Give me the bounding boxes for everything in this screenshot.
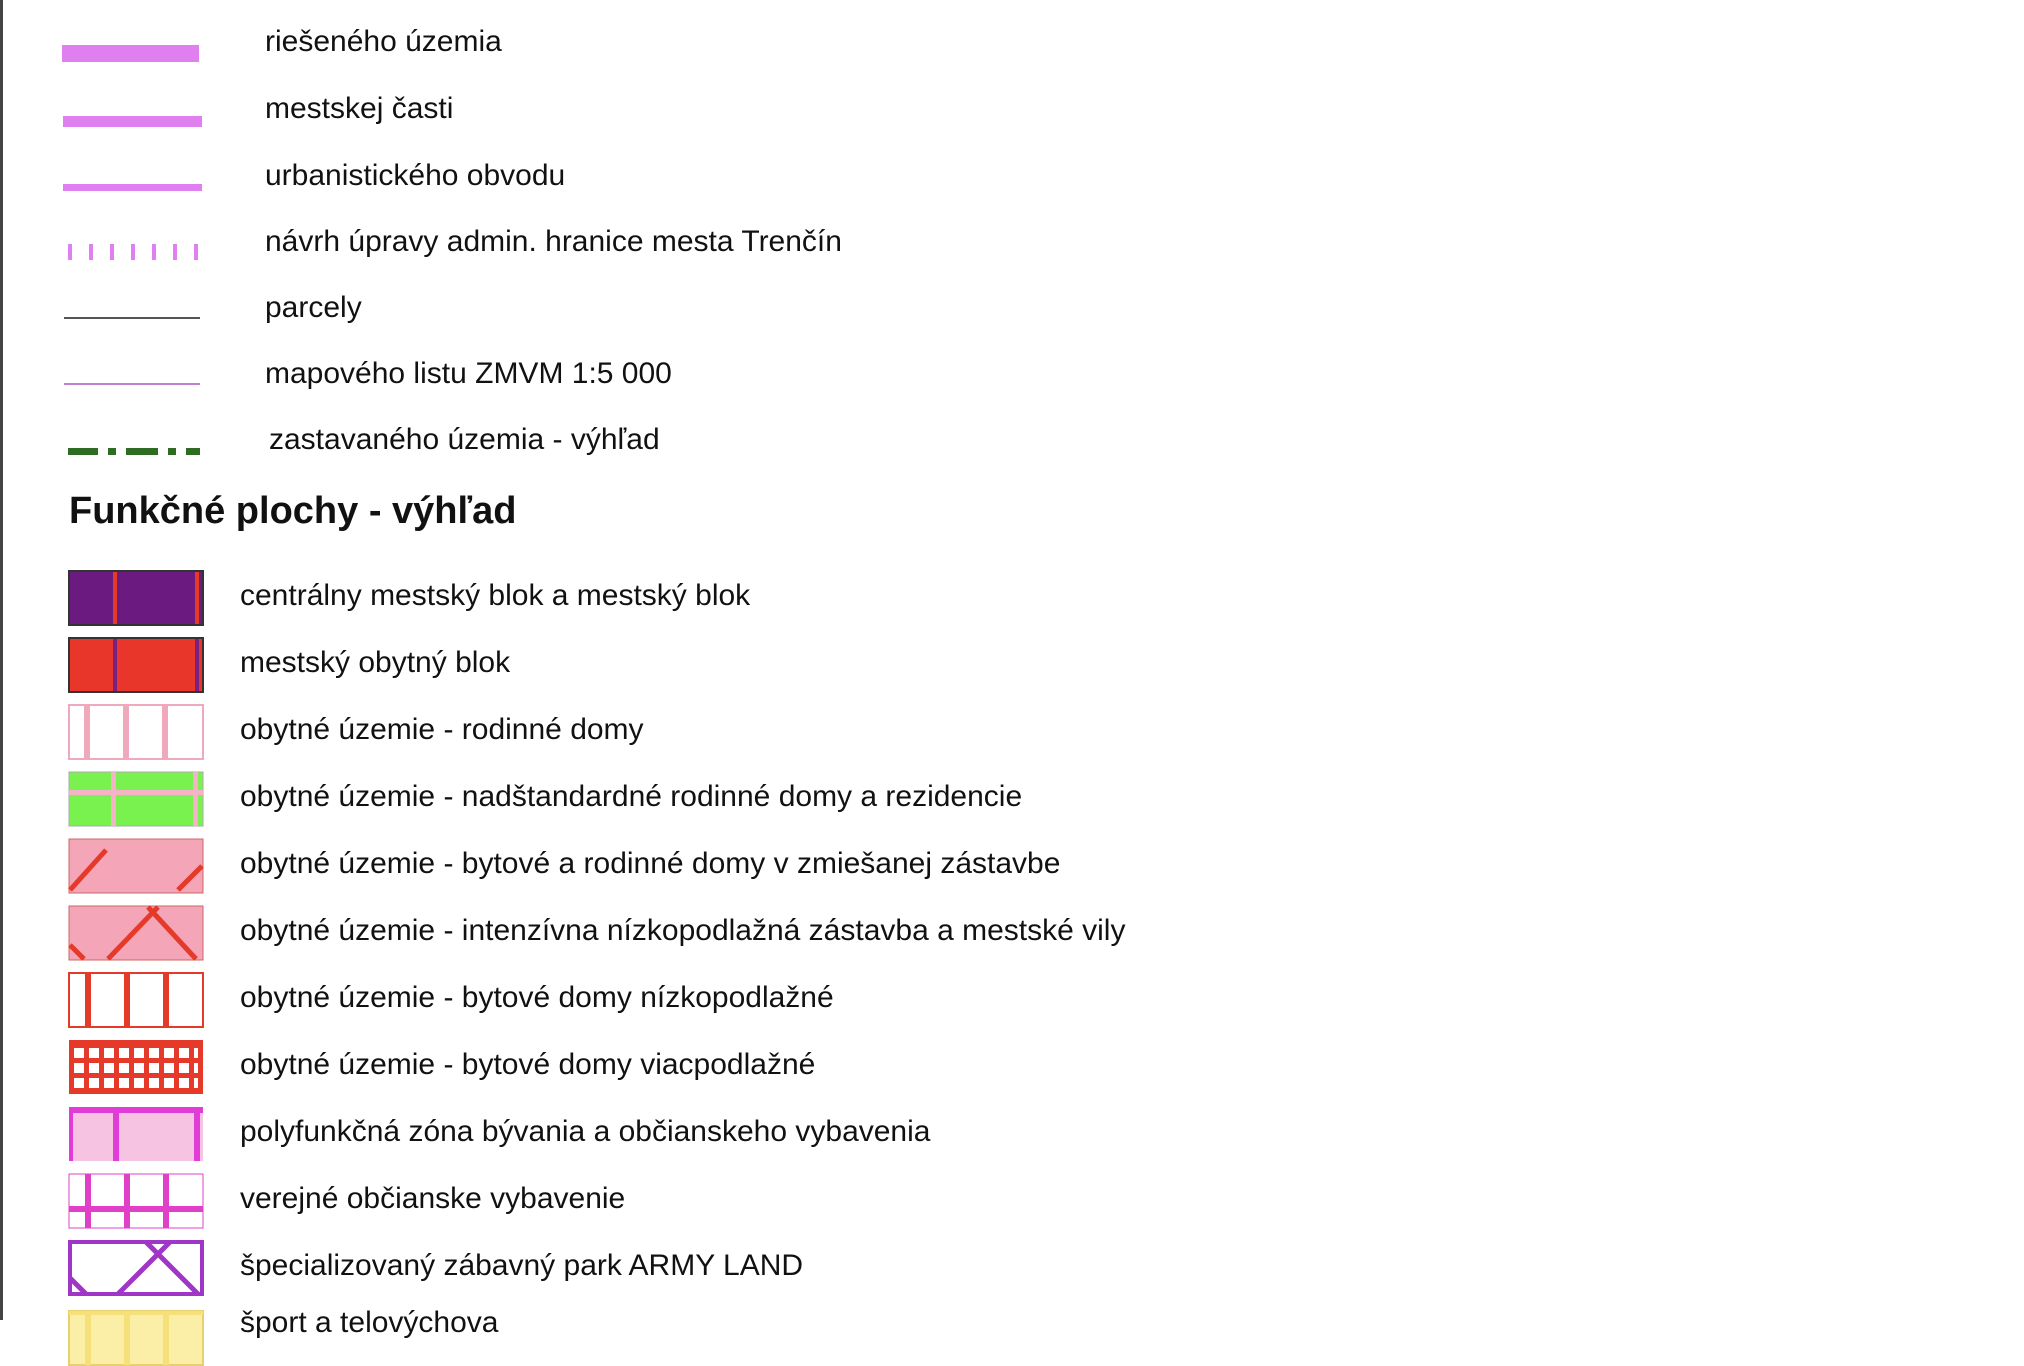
rodinne-domy-swatch bbox=[68, 704, 204, 760]
viacpodlazne-swatch bbox=[68, 1039, 204, 1095]
legend-label: mestskej časti bbox=[265, 92, 454, 125]
section-heading: Funkčné plochy - výhľad bbox=[69, 490, 517, 532]
legend-row-mapovy-list bbox=[0, 354, 2000, 414]
legend-row-viacpodlazne bbox=[0, 1035, 2000, 1095]
legend-label: obytné územie - bytové a rodinné domy v zmiešanej zástavbe bbox=[240, 847, 1061, 880]
legend-row-sport bbox=[0, 1302, 2000, 1339]
thick-line-symbol bbox=[62, 32, 202, 72]
legend-row-nadstandardne bbox=[0, 767, 2000, 827]
legend-label: obytné územie - intenzívna nízkopodlažná zástavba a mestské vily bbox=[240, 914, 1126, 947]
legend-label: šport a telovýchova bbox=[240, 1306, 499, 1339]
legend-label: urbanistického obvodu bbox=[265, 159, 566, 192]
centralny-blok-swatch bbox=[68, 570, 204, 626]
legend-label: centrálny mestský blok a mestský blok bbox=[240, 579, 751, 612]
legend-row-mestsky-obytny-blok bbox=[0, 633, 2000, 693]
legend-row-riesene bbox=[0, 22, 2000, 82]
army-land-swatch bbox=[68, 1240, 204, 1296]
verejne-swatch bbox=[68, 1173, 204, 1229]
legend-row-bytove-rodinne bbox=[0, 834, 2000, 894]
nadstandardne-swatch bbox=[68, 771, 204, 827]
legend-label: obytné územie - bytové domy nízkopodlažné bbox=[240, 981, 834, 1014]
dash-dot-line-symbol bbox=[62, 430, 202, 470]
legend-label: riešeného územia bbox=[265, 25, 502, 58]
legend-row-urbanisticky-obvod bbox=[0, 156, 2000, 216]
legend-row-polyfunkcna bbox=[0, 1102, 2000, 1162]
thin-line-symbol bbox=[62, 166, 202, 206]
legend-row-nizkopodlazne bbox=[0, 968, 2000, 1028]
legend-row-centralny-blok bbox=[0, 566, 2000, 626]
legend-label: obytné územie - bytové domy viacpodlažné bbox=[240, 1048, 816, 1081]
legend-label: návrh úpravy admin. hranice mesta Trenčín bbox=[265, 225, 842, 258]
hairline-gray-symbol bbox=[62, 298, 202, 338]
legend-label: mestský obytný blok bbox=[240, 646, 511, 679]
legend-row-verejne bbox=[0, 1169, 2000, 1229]
polyfunkcna-swatch bbox=[68, 1106, 204, 1162]
legend-row-mestska-cast bbox=[0, 89, 2000, 149]
intenzivna-swatch bbox=[68, 905, 204, 961]
mestsky-obytny-blok-swatch bbox=[68, 637, 204, 693]
legend-label: obytné územie - rodinné domy bbox=[240, 713, 644, 746]
nizkopodlazne-swatch bbox=[68, 972, 204, 1028]
legend-row-zastavane-uzemie bbox=[0, 420, 2000, 480]
legend-row-army-land bbox=[0, 1236, 2000, 1296]
legend-row-parcely bbox=[0, 288, 2000, 348]
legend-label: mapového listu ZMVM 1:5 000 bbox=[265, 357, 672, 390]
legend-label: zastavaného územia - výhľad bbox=[269, 423, 660, 456]
legend-label: parcely bbox=[265, 291, 362, 324]
legend-label: špecializovaný zábavný park ARMY LAND bbox=[240, 1249, 804, 1282]
tick-line-symbol bbox=[62, 232, 202, 272]
hairline-purple-symbol bbox=[62, 364, 202, 404]
bytove-rodinne-swatch bbox=[68, 838, 204, 894]
legend-label: obytné územie - nadštandardné rodinné domy a rezidencie bbox=[240, 780, 1023, 813]
legend-label: polyfunkčná zóna bývania a občianskeho vybavenia bbox=[240, 1115, 931, 1148]
legend-label: verejné občianske vybavenie bbox=[240, 1182, 626, 1215]
legend-row-navrh-upravy bbox=[0, 222, 2000, 282]
legend-row-rodinne-domy bbox=[0, 700, 2000, 760]
sport-swatch bbox=[68, 1310, 204, 1366]
legend-row-intenzivna bbox=[0, 901, 2000, 961]
medium-line-symbol bbox=[62, 99, 202, 139]
